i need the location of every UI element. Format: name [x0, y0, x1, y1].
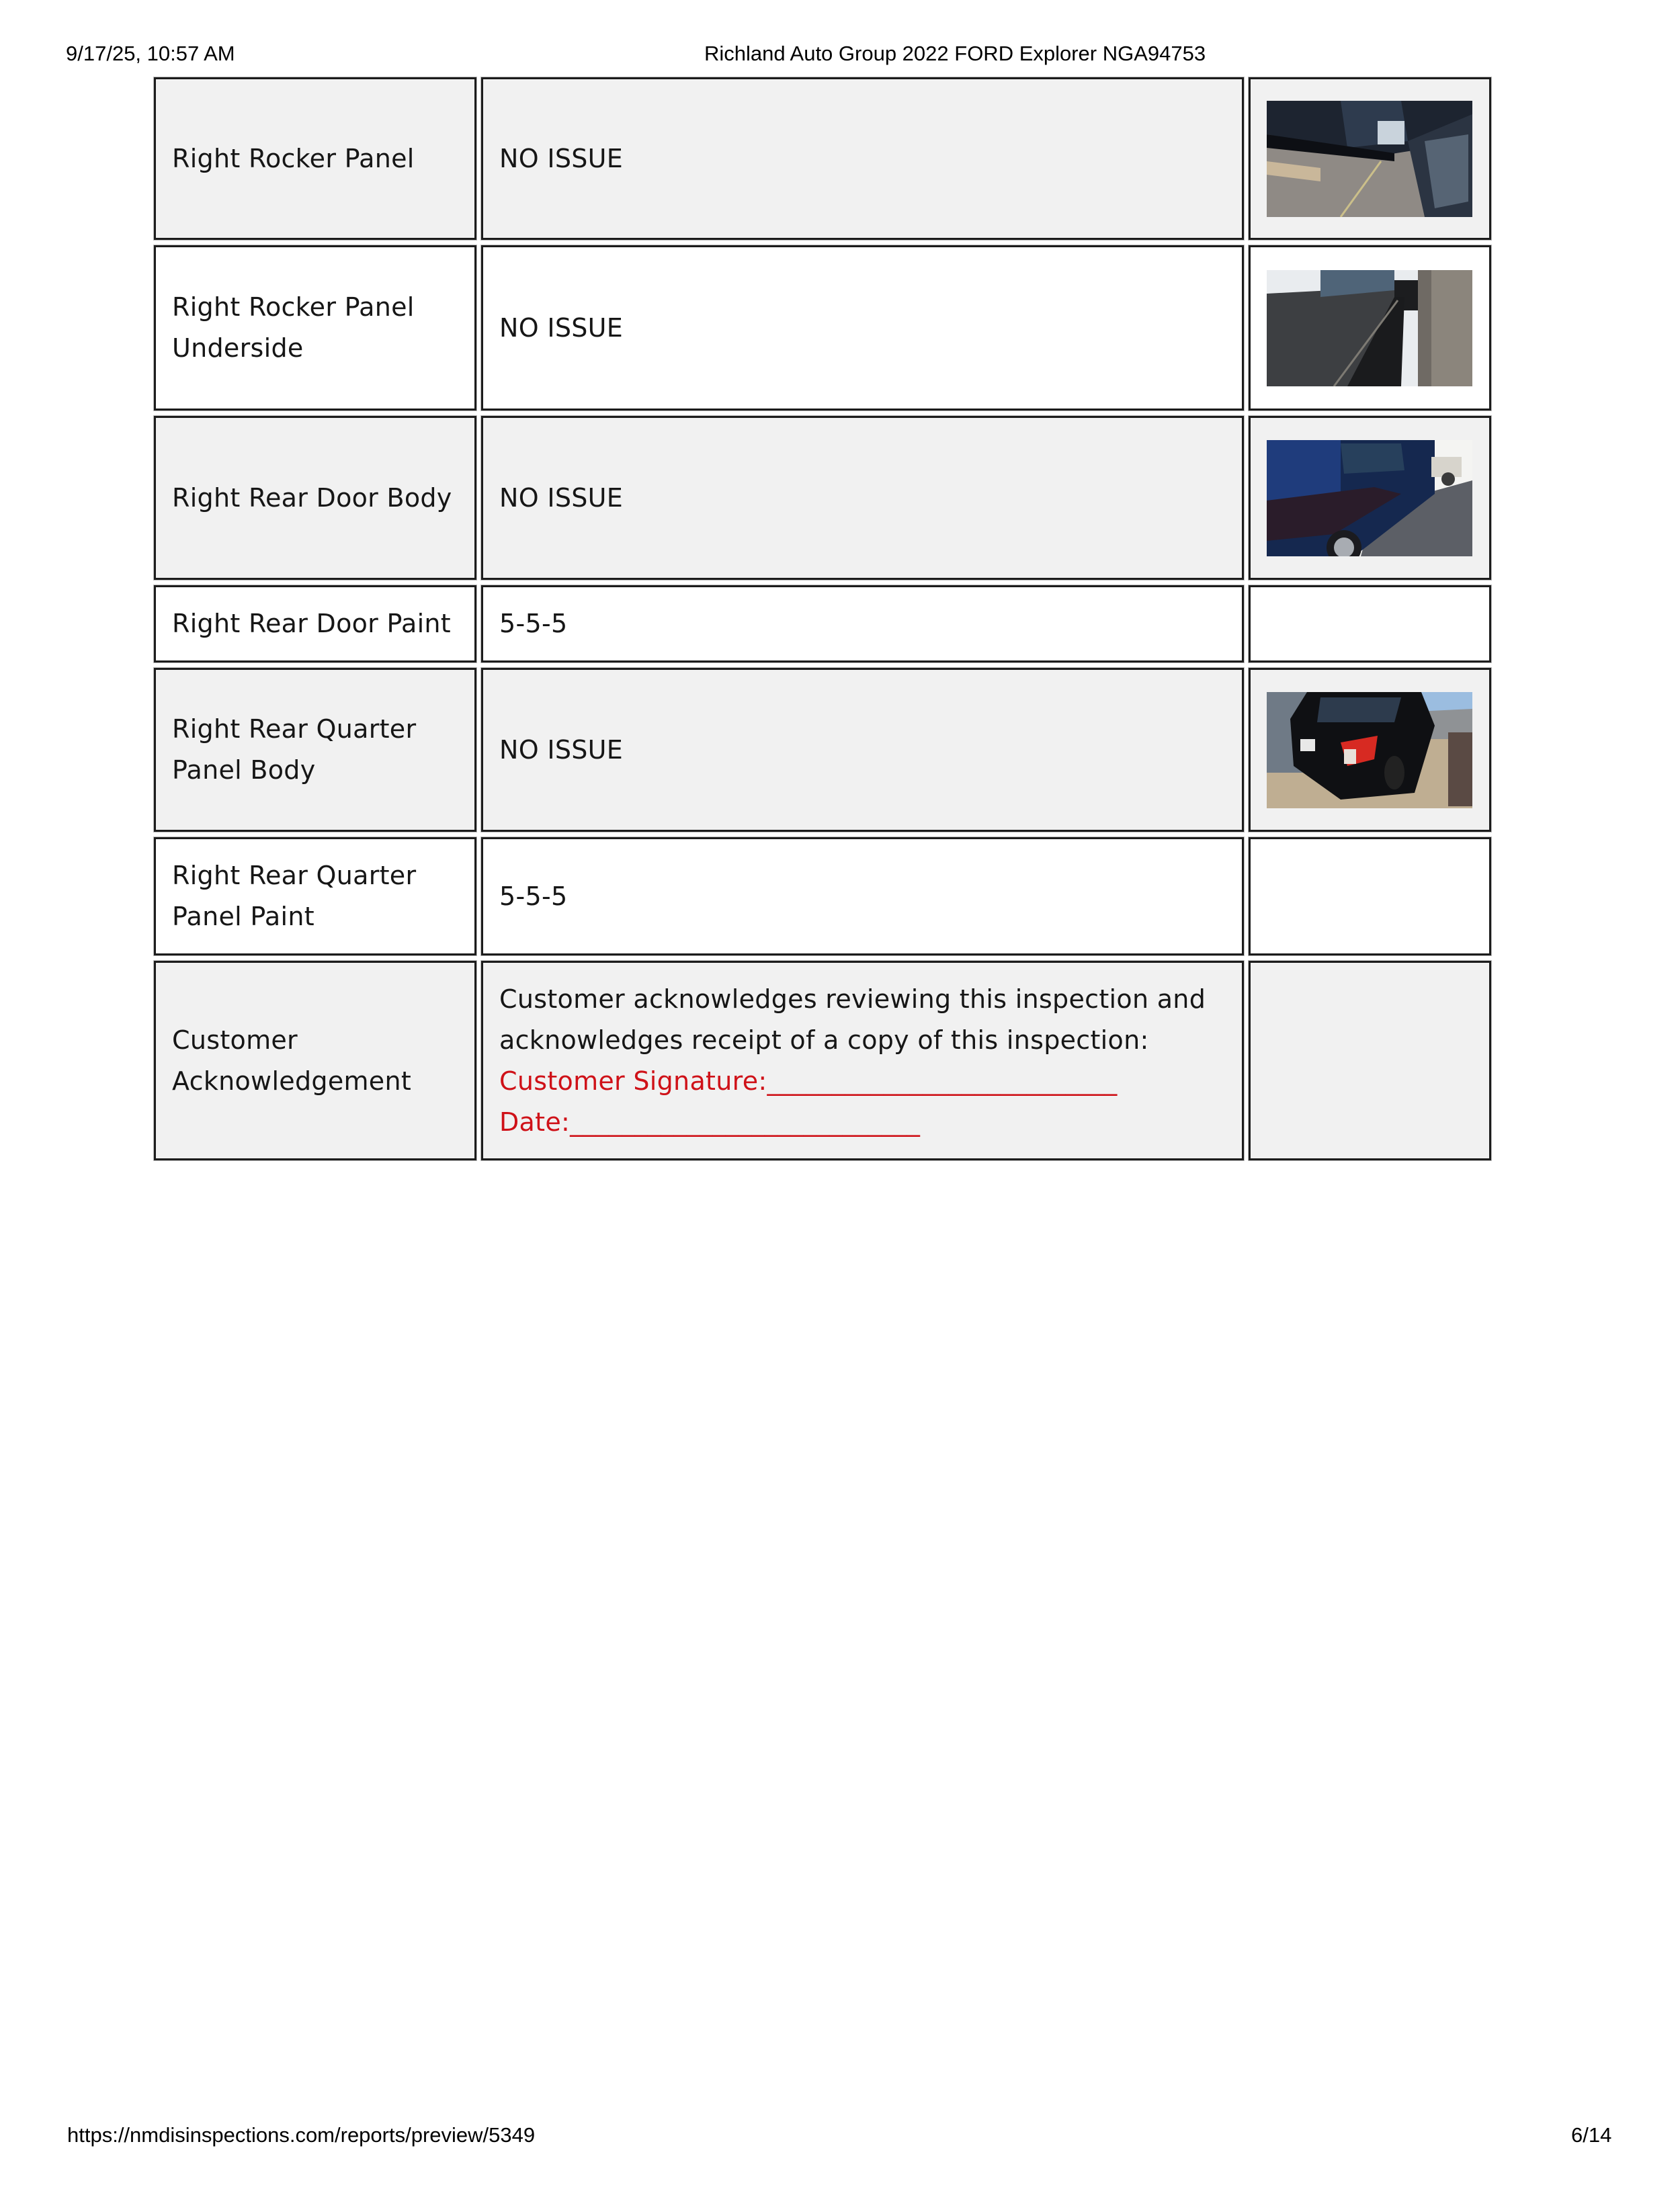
inspection-table — [149, 72, 1496, 1166]
result-cell — [481, 585, 1244, 662]
inspection-photo[interactable] — [1267, 440, 1472, 556]
item-name-cell — [154, 837, 476, 955]
item-name: Right Rear Quarter — [172, 861, 417, 890]
result-value: 5-5-5 — [499, 881, 568, 911]
rear-door-photo-icon — [1267, 440, 1472, 556]
item-name-cell — [154, 668, 476, 832]
print-footer-url: https://nmdisinspections.com/reports/preview/5349 — [67, 2123, 536, 2147]
result-cell — [481, 77, 1244, 240]
result-value: NO ISSUE — [499, 734, 624, 765]
inspection-photo[interactable] — [1267, 101, 1472, 217]
acknowledgement-text: Customer acknowledges reviewing this inspection and — [499, 984, 1206, 1014]
result-value: NO ISSUE — [499, 482, 624, 513]
photo-cell — [1249, 416, 1491, 580]
acknowledgement-text: acknowledges receipt of a copy of this inspection: — [499, 1025, 1149, 1055]
item-name-cell — [154, 245, 476, 411]
print-header-datetime: 9/17/25, 10:57 AM — [66, 42, 235, 65]
table-row — [154, 585, 1491, 662]
customer-signature-field: Customer Signature:___________________________ — [499, 1066, 1118, 1096]
item-name-cell — [154, 77, 476, 240]
item-name-cell — [154, 585, 476, 662]
print-footer-page-number: 6/14 — [1571, 2123, 1612, 2147]
item-name-cell — [154, 961, 476, 1160]
item-name: Customer — [172, 1025, 298, 1055]
rocker-underside-photo-icon — [1267, 270, 1472, 386]
acknowledgement-text-cell — [481, 961, 1244, 1160]
result-cell — [481, 245, 1244, 411]
item-name: Right Rear Quarter — [172, 714, 417, 744]
item-name: Acknowledgement — [172, 1066, 412, 1096]
item-name: Underside — [172, 333, 304, 363]
photo-cell-empty — [1249, 837, 1491, 955]
table-row — [154, 245, 1491, 411]
photo-cell — [1249, 245, 1491, 411]
item-name: Right Rear Door Paint — [172, 609, 452, 638]
rear-quarter-panel-photo-icon — [1267, 692, 1472, 808]
photo-cell-empty — [1249, 585, 1491, 662]
item-name: Right Rocker Panel — [172, 292, 415, 322]
table-row — [154, 668, 1491, 832]
inspection-photo[interactable] — [1267, 270, 1472, 386]
table-row — [154, 416, 1491, 580]
inspection-photo[interactable] — [1267, 692, 1472, 808]
item-name: Panel Body — [172, 755, 316, 785]
result-cell — [481, 668, 1244, 832]
photo-cell — [1249, 668, 1491, 832]
print-header-title: Richland Auto Group 2022 FORD Explorer NGA94753 — [704, 42, 1206, 65]
table-row — [154, 77, 1491, 240]
item-name: Right Rocker Panel — [172, 143, 415, 173]
date-field: Date:___________________________ — [499, 1107, 921, 1137]
result-value: 5-5-5 — [499, 609, 568, 638]
photo-cell — [1249, 77, 1491, 240]
item-name-cell — [154, 416, 476, 580]
rocker-panel-photo-icon — [1267, 101, 1472, 217]
table-row — [154, 837, 1491, 955]
result-cell — [481, 416, 1244, 580]
table-row-acknowledgement — [154, 961, 1491, 1160]
result-value: NO ISSUE — [499, 143, 624, 173]
item-name: Panel Paint — [172, 902, 314, 931]
result-cell — [481, 837, 1244, 955]
item-name: Right Rear Door Body — [172, 482, 452, 513]
photo-cell-empty — [1249, 961, 1491, 1160]
result-value: NO ISSUE — [499, 312, 624, 343]
